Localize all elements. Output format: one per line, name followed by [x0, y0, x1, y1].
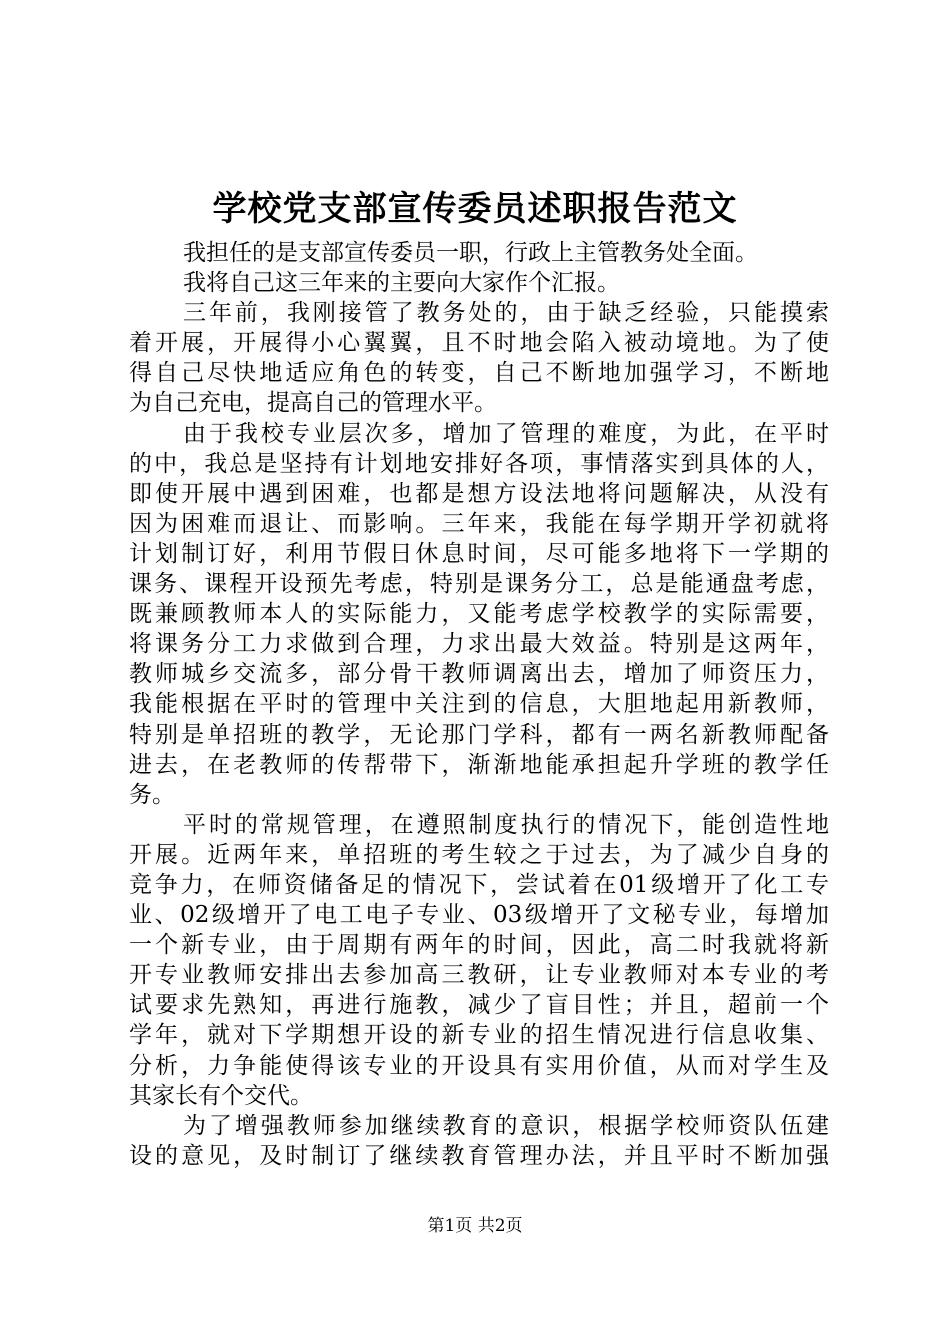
text-line: 着开展，开展得小心翼翼，且不时地会陷入被动境地。为了使	[129, 330, 829, 357]
text-line: 教师城乡交流多，部分骨干教师调离出去，增加了师资压力，	[129, 661, 829, 688]
text-line: 三年前，我刚接管了教务处的，由于缺乏经验，只能摸索	[183, 300, 829, 327]
text-line: 其家长有个交代。	[129, 1082, 313, 1109]
text-line: 开专业教师安排出去参加高三教研，让专业教师对本专业的考	[129, 962, 829, 989]
text-line: 计划制订好，利用节假日休息时间，尽可能多地将下一学期的	[129, 540, 829, 567]
text-line: 学年，就对下学期想开设的新专业的招生情况进行信息收集、	[129, 1022, 829, 1049]
text-line: 既兼顾教师本人的实际能力，又能考虑学校教学的实际需要，	[129, 601, 829, 628]
text-line: 平时的常规管理，在遵照制度执行的情况下，能创造性地	[183, 811, 829, 838]
text-line: 因为困难而退让、而影响。三年来，我能在每学期开学初就将	[129, 510, 829, 537]
document-title: 学校党支部宣传委员述职报告范文	[212, 189, 738, 229]
text-line: 为了增强教师参加继续教育的意识，根据学校师资队伍建	[183, 1112, 829, 1139]
text-line: 开展。近两年来，单招班的考生较之于过去，为了减少自身的	[129, 841, 829, 868]
text-line: 我担任的是支部宣传委员一职，行政上主管教务处全面。	[183, 240, 758, 266]
text-line: 我能根据在平时的管理中关注到的信息，大胆地起用新教师，	[129, 691, 829, 718]
text-line: 即使开展中遇到困难，也都是想方设法地将问题解决，从没有	[129, 480, 829, 507]
text-line: 一个新专业，由于周期有两年的时间，因此，高二时我就将新	[129, 932, 829, 959]
text-line: 课务、课程开设预先考虑，特别是课务分工，总是能通盘考虑，	[129, 571, 829, 598]
document-body	[129, 238, 829, 1171]
text-line: 分析，力争能使得该专业的开设具有实用价值，从而对学生及	[129, 1052, 829, 1079]
text-line: 我将自己这三年来的主要向大家作个汇报。	[183, 270, 620, 297]
text-line: 务。	[129, 781, 175, 808]
text-line: 竞争力，在师资储备足的情况下，尝试着在01级增开了化工专	[129, 871, 829, 898]
text-line: 为自己充电，提高自己的管理水平。	[129, 390, 497, 417]
text-line: 由于我校专业层次多，增加了管理的难度，为此，在平时	[183, 420, 829, 447]
text-line: 得自己尽快地适应角色的转变，自己不断地加强学习，不断地	[129, 360, 829, 387]
text-line: 的中，我总是坚持有计划地安排好各项，事情落实到具体的人，	[129, 450, 829, 477]
text-line: 设的意见，及时制订了继续教育管理办法，并且平时不断加强	[129, 1142, 829, 1169]
text-line: 业、02级增开了电工电子专业、03级增开了文秘专业，每增加	[129, 902, 829, 929]
page-footer: 第1页 共2页	[427, 1216, 523, 1236]
text-line: 特别是单招班的教学，无论那门学科，都有一两名新教师配备	[129, 721, 829, 748]
text-line: 将课务分工力求做到合理，力求出最大效益。特别是这两年，	[129, 631, 829, 658]
text-line: 试要求先熟知，再进行施教，减少了盲目性；并且，超前一个	[129, 992, 829, 1019]
text-line: 进去，在老教师的传帮带下，渐渐地能承担起升学班的教学任	[129, 751, 829, 778]
